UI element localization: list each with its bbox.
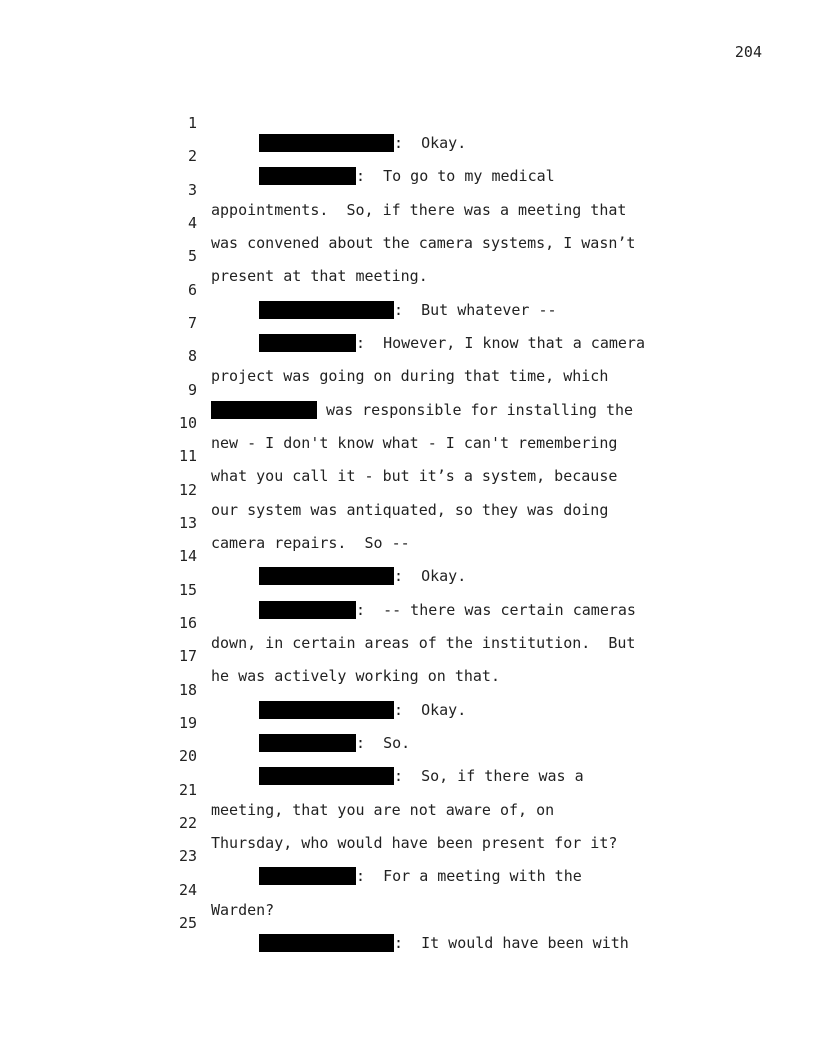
- redaction-bar: [259, 301, 394, 319]
- line-number: 17: [178, 647, 197, 665]
- redaction-bar: [259, 567, 394, 585]
- line-number: 7: [187, 314, 197, 332]
- line-number: 20: [178, 747, 197, 765]
- line-number: 10: [178, 414, 197, 432]
- line-number: 23: [178, 847, 197, 865]
- line-number: 1: [187, 114, 197, 132]
- line-text: : Okay.: [259, 700, 466, 720]
- transcript-line: [0, 93, 467, 152]
- line-text: : To go to my medical: [259, 166, 555, 186]
- line-text: : It would have been with: [259, 933, 629, 953]
- line-text: new - I don't know what - I can't remembering: [211, 434, 618, 452]
- transcript-line: [0, 860, 275, 919]
- line-text: project was going on during that time, which: [211, 367, 609, 385]
- line-number: 12: [178, 481, 197, 499]
- line-number: 11: [178, 447, 197, 465]
- redaction-bar: [259, 701, 394, 719]
- line-text: what you call it - but it’s a system, because: [211, 467, 618, 485]
- redaction-bar: [259, 934, 394, 952]
- line-number: 8: [187, 347, 197, 365]
- line-text: : So.: [259, 733, 410, 753]
- line-text: : However, I know that a camera: [259, 333, 645, 353]
- line-number: 6: [187, 281, 197, 299]
- line-number: 4: [187, 214, 197, 232]
- line-text: Warden?: [211, 901, 275, 919]
- line-text: Thursday, who would have been present for it?: [211, 834, 618, 852]
- redaction-bar: [259, 134, 394, 152]
- line-number: 15: [178, 581, 197, 599]
- line-number: 21: [178, 781, 197, 799]
- line-number: 22: [178, 814, 197, 832]
- line-text: present at that meeting.: [211, 267, 428, 285]
- line-text: : Okay.: [259, 133, 466, 153]
- line-number: 14: [178, 547, 197, 565]
- line-text: was responsible for installing the: [211, 400, 633, 420]
- page-number: 204: [734, 43, 762, 61]
- line-number: 2: [187, 147, 197, 165]
- line-text: : Okay.: [259, 566, 466, 586]
- redaction-bar: [259, 601, 356, 619]
- line-text: down, in certain areas of the institution. But: [211, 634, 636, 652]
- line-number: 19: [178, 714, 197, 732]
- transcript-line: [0, 693, 411, 752]
- redaction-bar: [259, 767, 394, 785]
- line-number: 3: [187, 181, 197, 199]
- line-text: : For a meeting with the: [259, 866, 582, 886]
- line-text: he was actively working on that.: [211, 667, 500, 685]
- redaction-bar: [259, 334, 356, 352]
- line-number: 9: [187, 381, 197, 399]
- line-text: appointments. So, if there was a meeting that: [211, 201, 627, 219]
- line-text: : But whatever --: [259, 300, 557, 320]
- redaction-bar: [259, 867, 356, 885]
- transcript-line: [0, 726, 584, 785]
- redaction-bar: [259, 734, 356, 752]
- line-text: was convened about the camera systems, I wasn’t: [211, 234, 636, 252]
- line-number: 16: [178, 614, 197, 632]
- redaction-bar: [259, 167, 356, 185]
- line-number: 13: [178, 514, 197, 532]
- line-number: 24: [178, 881, 197, 899]
- line-text: : So, if there was a: [259, 766, 584, 786]
- line-text: meeting, that you are not aware of, on: [211, 801, 555, 819]
- line-number: 25: [178, 914, 197, 932]
- line-text: our system was antiquated, so they was doing: [211, 501, 609, 519]
- line-number: 18: [178, 681, 197, 699]
- redaction-bar: [211, 401, 317, 419]
- line-text: camera repairs. So --: [211, 534, 410, 552]
- line-number: 5: [187, 247, 197, 265]
- line-text: : -- there was certain cameras: [259, 600, 636, 620]
